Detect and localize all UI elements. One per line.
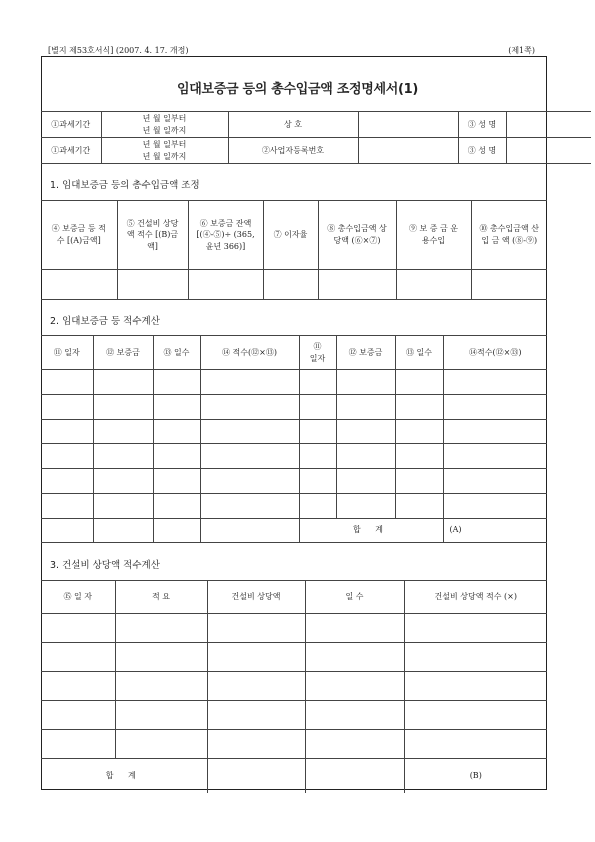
table-row: [41, 370, 547, 395]
info-table: [41, 111, 591, 164]
section1-title: 1. 임대보증금 등의 총수입금액 조정: [50, 180, 200, 191]
period-to: 년 월 일까지: [142, 151, 187, 161]
period-label: ①과세기간: [41, 138, 101, 164]
s1-cell[interactable]: [471, 270, 547, 300]
s3-total-label: 합 계: [41, 759, 207, 793]
s2-header-deposit: ⑫ 보증금: [93, 336, 153, 370]
s2-total-label: 합 계: [299, 518, 443, 542]
table-row: [41, 730, 547, 759]
s1-cell[interactable]: [188, 270, 263, 300]
s2-header-days: ⑬ 일수: [153, 336, 200, 370]
table-row: [41, 493, 547, 518]
name-label: ③ 성 명: [458, 112, 506, 138]
section3-title: 3. 건설비 상당액 적수계산: [50, 560, 160, 571]
s2-header-sum: ⑭ 적수(⑫×⑬): [200, 336, 299, 370]
table-row: [41, 672, 547, 701]
section3-table: [41, 580, 547, 793]
s3-header-days: 일 수: [305, 581, 404, 614]
period-from: 년 월 일부터: [142, 139, 187, 149]
table-row: [41, 643, 547, 672]
s2-header-sum-2: ⑭적수(⑫×⑬): [443, 336, 547, 370]
page-reference: (제1쪽): [508, 46, 535, 55]
page-title: 임대보증금 등의 총수입금액 조정명세서(1): [176, 82, 419, 97]
reg-number-value[interactable]: [358, 138, 458, 164]
period-range: [101, 112, 228, 138]
s1-header-income-equivalent: ⑧ 총수입금액 상당액 (⑥×⑦): [318, 201, 396, 270]
period-from: 년 월 일부터: [142, 113, 187, 123]
s1-header-deposit-income: ⑨ 보 증 금 운용수입: [396, 201, 471, 270]
s1-header-deposit-balance: ⑥ 보증금 잔액 [(④-⑤)÷ (365, 윤년 366)]: [188, 201, 263, 270]
period-range: [101, 138, 228, 164]
s1-header-interest-rate: ⑦ 이자율: [263, 201, 318, 270]
section1-table: [41, 200, 547, 300]
s2-header-date: ⑪ 일자: [41, 336, 93, 370]
s2-header-deposit-2: ⑫ 보증금: [336, 336, 395, 370]
s1-cell[interactable]: [117, 270, 188, 300]
company-label: 상 호: [228, 112, 358, 138]
s1-cell[interactable]: [318, 270, 396, 300]
table-row: [41, 394, 547, 419]
s2-header-date-2: ⑪ 일자: [299, 336, 336, 370]
s2-total-mark: (A): [443, 518, 547, 542]
s3-header-date: ⑮ 일 자: [41, 581, 115, 614]
name-value[interactable]: [506, 112, 591, 138]
s1-header-deposit-sum: ④ 보증금 등 적수 [(A)금액]: [41, 201, 117, 270]
section2-table: [41, 335, 547, 543]
table-row: [41, 469, 547, 494]
s3-header-construction: 건설비 상당액: [207, 581, 305, 614]
table-row: [41, 614, 547, 643]
company-value[interactable]: [358, 112, 458, 138]
s3-total-row: [41, 759, 547, 793]
s1-cell[interactable]: [41, 270, 117, 300]
s3-header-construction-sum: 건설비 상당액 적수 (×): [404, 581, 547, 614]
s3-total-mark: (B): [404, 759, 547, 793]
form-reference: [별지 제53호서식] (2007. 4. 17. 개정): [48, 46, 189, 55]
period-label: ①과세기간: [41, 112, 101, 138]
s1-header-construction-sum: ⑤ 건설비 상당액 적수 [(B)금액]: [117, 201, 188, 270]
s1-cell[interactable]: [263, 270, 318, 300]
period-to: 년 월 일까지: [142, 125, 187, 135]
s2-header-days-2: ⑬ 일수: [395, 336, 443, 370]
s3-header-summary: 적 요: [115, 581, 207, 614]
s1-header-income-inclusion: ⑩ 총수입금액 산 입 금 액 (⑧-⑨): [471, 201, 547, 270]
s2-total-row: [41, 518, 547, 542]
name-value[interactable]: [506, 138, 591, 164]
name-label: ③ 성 명: [458, 138, 506, 164]
reg-number-label: ②사업자등록번호: [228, 138, 358, 164]
table-row: [41, 444, 547, 469]
table-row: [41, 419, 547, 444]
s1-cell[interactable]: [396, 270, 471, 300]
table-row: [41, 701, 547, 730]
section2-title: 2. 임대보증금 등 적수계산: [50, 316, 160, 327]
